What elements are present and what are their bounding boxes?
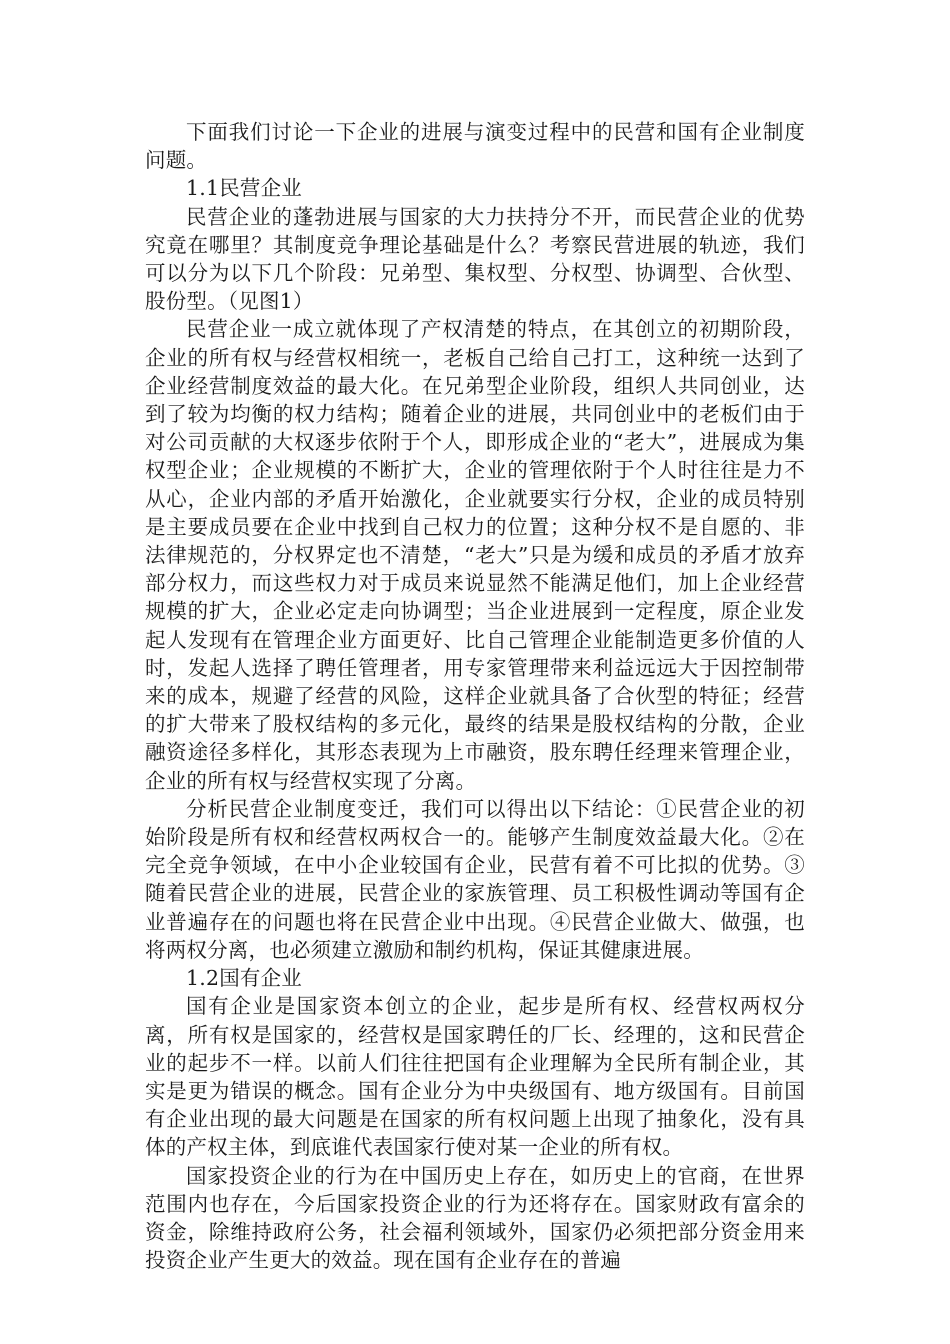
- paragraph-state-definition: 国有企业是国家资本创立的企业，起步是所有权、经营权两权分离，所有权是国家的，经营权是国家聘任的厂长、经理的，这和民营企业的起步不一样。以前人们往往把国有企业理解为全民所有制企业，其实是更为错误的概念。国有企业分为中央级国有、地方级国有。目前国有企业出现的最大问题是在国家的所有权问题上出现了抽象化，没有具体的产权主体，到底谁代表国家行使对某一企业的所有权。: [145, 994, 805, 1160]
- paragraph-private-evolution: 民营企业一成立就体现了产权清楚的特点，在其创立的初期阶段，企业的所有权与经营权相统一，老板自己给自己打工，这种统一达到了企业经营制度效益的最大化。在兄弟型企业阶段，组织人共同创业，达到了较为均衡的权力结构；随着企业的进展，共同创业中的老板们由于对公司贡献的大权逐步依附于个人，即形成企业的“老大”，进展成为集权型企业；企业规模的不断扩大，企业的管理依附于个人时往往是力不从心，企业内部的矛盾开始激化，企业就要实行分权，企业的成员特别是主要成员要在企业中找到自己权力的位置；这种分权不是自愿的、非法律规范的，分权界定也不清楚，“老大”只是为缓和成员的矛盾才放弃部分权力，而这些权力对于成员来说显然不能满足他们，加上企业经营规模的扩大，企业必定走向协调型；当企业进展到一定程度，原企业发起人发现有在管理企业方面更好、比自己管理企业能制造更多价值的人时，发起人选择了聘任管理者，用专家管理带来利益远远大于因控制带来的成本，规避了经营的风险，这样企业就具备了合伙型的特征；经营的扩大带来了股权结构的多元化，最终的结果是股权结构的分散，企业融资途径多样化，其形态表现为上市融资，股东聘任经理来管理企业，企业的所有权与经营权实现了分离。: [145, 317, 805, 793]
- paragraph-intro: 下面我们讨论一下企业的进展与演变过程中的民营和国有企业制度问题。: [145, 120, 805, 173]
- paragraph-private-stages: 民营企业的蓬勃进展与国家的大力扶持分不开，而民营企业的优势究竟在哪里？其制度竞争理论基础是什么？考察民营进展的轨迹，我们可以分为以下几个阶段：兄弟型、集权型、分权型、协调型、合伙型、股份型。（见图1）: [145, 204, 805, 314]
- paragraph-private-conclusions: 分析民营企业制度变迁，我们可以得出以下结论：①民营企业的初始阶段是所有权和经营权两权合一的。能够产生制度效益最大化。②在完全竞争领域，在中小企业较国有企业，民营有着不可比拟的优势。③随着民营企业的进展，民营企业的家族管理、员工积极性调动等国有企业普遍存在的问题也将在民营企业中出现。④民营企业做大、做强，也将两权分离，也必须建立激励和制约机构，保证其健康进展。: [145, 796, 805, 962]
- document-body: [145, 118, 805, 1274]
- paragraph-state-investment: 国家投资企业的行为在中国历史上存在，如历史上的官商，在世界范围内也存在，今后国家投资企业的行为还将存在。国家财政有富余的资金，除维持政府公务，社会福利领域外，国家仍必须把部分资金用来投资企业产生更大的效益。现在国有企业存在的普遍: [145, 1163, 805, 1273]
- section-heading-state-enterprise: 1.2国有企业: [186, 966, 303, 991]
- section-heading-private-enterprise: 1.1民营企业: [186, 176, 303, 201]
